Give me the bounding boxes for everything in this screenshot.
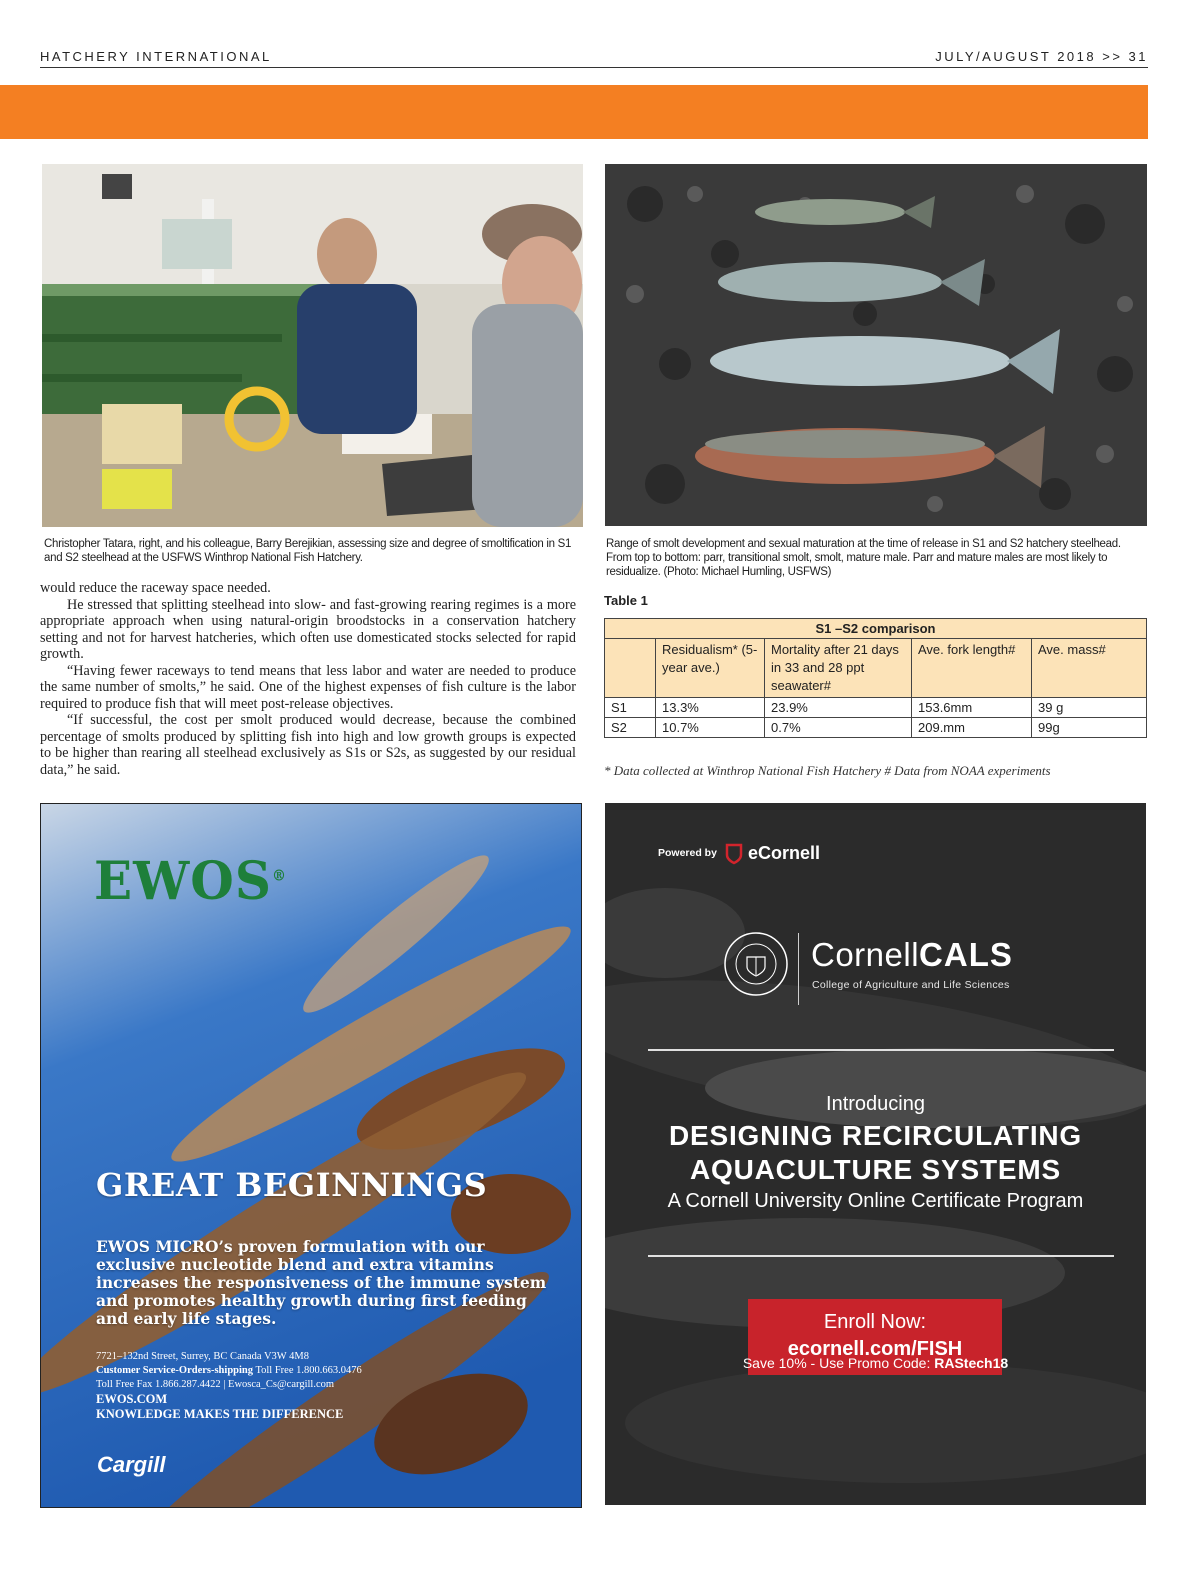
column-header: Mortality after 21 days in 33 and 28 ppt seawater# — [765, 639, 912, 698]
table-cell: 99g — [1032, 718, 1147, 738]
right-photo-caption: Range of smolt development and sexual maturation at the time of release in S1 and S2 hatchery steelhead. From top to bottom: parr, transitional smolt, smolt, mature male. Parr and mature males are most likely to residualize. (Photo: Michael Humling, USFWS) — [606, 538, 1121, 578]
column-header: Ave. mass# — [1032, 639, 1147, 698]
table-label: Table 1 — [604, 593, 648, 608]
issue-page-number: JULY/AUGUST 2018 >> 31 — [935, 49, 1148, 64]
table-header-row — [605, 639, 1147, 698]
publication-name: HATCHERY INTERNATIONAL — [40, 49, 272, 64]
table-cell: 0.7% — [765, 718, 912, 738]
table-cell: S2 — [605, 718, 656, 738]
table-row — [605, 718, 1147, 738]
article-body — [40, 580, 576, 778]
top-rule — [648, 1049, 1114, 1051]
article-paragraph: “Having fewer raceways to tend means that less labor and water are needed to produce the same number of smolts,” he said. One of the highest expenses of fish culture is the labor required to produce fish that will meet post-release objectives. — [40, 662, 576, 712]
bottom-rule — [648, 1255, 1114, 1257]
article-paragraph: “If successful, the cost per smolt produced would decrease, because the combined percentage of smolts produced by splitting fish into high and low growth groups is expected to be higher than rearing all steelhead exclusively as S1s or S2s, as suggested by our residual data,” he said. — [40, 712, 576, 778]
ecornell-shield-icon — [725, 843, 743, 865]
enroll-label: Enroll Now: — [823, 1311, 927, 1333]
table-cell: 13.3% — [656, 698, 765, 718]
hatchery-photo — [42, 164, 583, 527]
table-cell: 209.mm — [912, 718, 1032, 738]
table-footnote: * Data collected at Winthrop National Fish Hatchery # Data from NOAA experiments — [604, 763, 1051, 778]
column-header: Residualism* (5-year ave.) — [656, 639, 765, 698]
header-rule — [40, 67, 1148, 68]
ewos-address: 7721–132nd Street, Surrey, BC Canada V3W 4M8 — [96, 1351, 309, 1362]
enroll-url-link[interactable]: ecornell.com/FISH — [787, 1338, 963, 1360]
powered-by-label: Powered by — [658, 847, 717, 859]
cornell-seal-icon — [723, 931, 789, 997]
ewos-tagline: KNOWLEDGE MAKES THE DIFFERENCE — [96, 1407, 344, 1421]
ecornell-logo: eCornell — [748, 843, 821, 863]
cornell-cals-logo: CornellCALS — [811, 936, 1013, 973]
ewos-headline: GREAT BEGINNINGS — [96, 1166, 488, 1204]
ewos-customer-service: Customer Service-Orders-shipping Toll Free 1.800.663.0476 — [96, 1365, 362, 1376]
table-cell: 23.9% — [765, 698, 912, 718]
column-header: Ave. fork length# — [912, 639, 1032, 698]
table-cell: 39 g — [1032, 698, 1147, 718]
table-title: S1 –S2 comparison — [605, 619, 1147, 639]
article-paragraph: would reduce the raceway space needed. — [40, 580, 271, 596]
orange-banner — [0, 85, 1148, 139]
promo-code: RAStech18 — [934, 1355, 1009, 1371]
steelhead-photo — [605, 164, 1147, 526]
column-header — [605, 639, 656, 698]
comparison-table — [604, 618, 1147, 738]
program-title: DESIGNING RECIRCULATING AQUACULTURE SYSTEMS — [669, 1120, 1082, 1185]
ewos-description: EWOS MICRO’s proven formulation with our exclusive nucleotide blend and extra vitamins increases the responsiveness of the immune system and promotes healthy growth during first feeding and early life stages. — [96, 1237, 547, 1328]
promo-text: Save 10% - Use Promo Code: RAStech18 — [742, 1355, 1009, 1371]
article-paragraph: He stressed that splitting steelhead into slow- and fast-growing rearing regimes is a more appropriate approach when using natural-origin broodstocks in a conservation hatchery setting and not for harvest hatcheries, which often use domesticated stocks selected for rapid growth. — [40, 596, 576, 662]
cargill-logo: Cargill — [97, 1452, 166, 1477]
ewos-website-block — [96, 1392, 343, 1422]
cals-subtitle: College of Agriculture and Life Sciences — [812, 979, 1010, 991]
table-cell: 10.7% — [656, 718, 765, 738]
ewos-logo: EWOS® — [94, 849, 287, 912]
ewos-fax-email: Toll Free Fax 1.866.287.4422 | Ewosca_Cs@cargill.com — [96, 1379, 335, 1390]
certificate-subtitle: A Cornell University Online Certificate Program — [667, 1190, 1084, 1212]
table-row — [605, 698, 1147, 718]
left-photo-caption: Christopher Tatara, right, and his colleague, Barry Berejikian, assessing size and degree of smoltification in S1 and S2 steelhead at the USFWS Winthrop National Fish Hatchery. — [44, 538, 572, 564]
ewos-contact-info — [96, 1350, 362, 1392]
ewos-website-link[interactable]: EWOS.COM — [96, 1392, 168, 1406]
table-cell: S1 — [605, 698, 656, 718]
table-cell: 153.6mm — [912, 698, 1032, 718]
introducing-text: Introducing — [826, 1093, 925, 1115]
ewos-advertisement[interactable] — [40, 803, 582, 1508]
cornell-advertisement[interactable] — [605, 803, 1146, 1505]
brand-divider — [798, 933, 799, 1005]
